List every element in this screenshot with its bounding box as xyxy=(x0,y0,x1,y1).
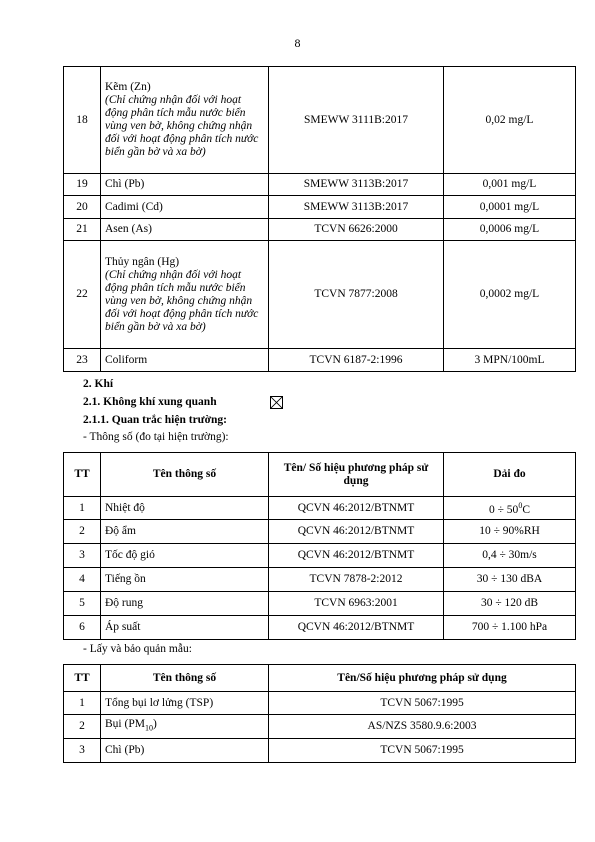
row-tt: 23 xyxy=(64,349,101,372)
method-cell: QCVN 46:2012/BTNMT xyxy=(269,544,444,568)
param-name-cell: Độ ẩm xyxy=(101,520,269,544)
param-name-cell xyxy=(101,715,269,739)
row-tt: 20 xyxy=(64,196,101,219)
range-cell: 3 MPN/100mL xyxy=(444,349,576,372)
table-row xyxy=(64,174,576,196)
table-row xyxy=(64,568,576,592)
row-tt: 3 xyxy=(64,739,101,763)
table-row xyxy=(64,219,576,241)
param-name-cell: Cadimi (Cd) xyxy=(101,196,269,219)
row-tt: 1 xyxy=(64,497,101,520)
param-name-cell: Asen (As) xyxy=(101,219,269,241)
param-name-cell: Tiếng ồn xyxy=(101,568,269,592)
page-number: 8 xyxy=(294,36,301,50)
subsection-heading: 2.1. Không khí xung quanh xyxy=(83,396,217,408)
params-intro: - Thông số (đo tại hiện trường): xyxy=(83,431,229,443)
row-tt: 21 xyxy=(64,219,101,241)
range-cell: 0,0001 mg/L xyxy=(444,196,576,219)
water-parameters-table xyxy=(63,66,576,372)
param-note: (Chỉ chứng nhận đối với hoạt động phân tích mẫu nước biển vùng ven bờ, không chứng nhận đối với hoạt động phân tích nước biển gần bờ và xa bờ) xyxy=(105,94,259,158)
range-cell: 0,4 ÷ 30m/s xyxy=(444,544,576,568)
method-cell: TCVN 5067:1995 xyxy=(269,692,576,715)
header-method: Tên/ Số hiệu phương pháp sử dụng xyxy=(269,453,444,497)
header-range: Dải đo xyxy=(444,453,576,497)
method-cell: SMEWW 3111B:2017 xyxy=(269,67,444,174)
range-suffix: C xyxy=(522,503,530,516)
table-row xyxy=(64,692,576,715)
range-cell: 700 ÷ 1.100 hPa xyxy=(444,616,576,640)
range-cell: 30 ÷ 120 dB xyxy=(444,592,576,616)
sampling-intro: - Lấy và bảo quản mẫu: xyxy=(83,643,192,655)
method-cell: TCVN 7877:2008 xyxy=(269,241,444,349)
checked-box-icon xyxy=(270,396,283,409)
table-row xyxy=(64,592,576,616)
range-cell: 0,0002 mg/L xyxy=(444,241,576,349)
param-name-cell xyxy=(101,241,269,349)
table-row xyxy=(64,616,576,640)
table-row xyxy=(64,739,576,763)
sampling-table xyxy=(63,664,576,763)
range-cell: 0,001 mg/L xyxy=(444,174,576,196)
field-parameters-table xyxy=(63,452,576,640)
param-name-cell: Tổng bụi lơ lửng (TSP) xyxy=(101,692,269,715)
method-cell: QCVN 46:2012/BTNMT xyxy=(269,616,444,640)
range-cell: 30 ÷ 130 dBA xyxy=(444,568,576,592)
header-method: Tên/Số hiệu phương pháp sử dụng xyxy=(269,665,576,692)
range-cell: 10 ÷ 90%RH xyxy=(444,520,576,544)
table-row xyxy=(64,349,576,372)
subsection-heading-2: 2.1.1. Quan trắc hiện trường: xyxy=(83,414,227,426)
param-name-suffix: ) xyxy=(152,718,157,731)
param-name-cell: Chì (Pb) xyxy=(101,174,269,196)
table-row xyxy=(64,196,576,219)
range-cell: 0,02 mg/L xyxy=(444,67,576,174)
row-tt: 19 xyxy=(64,174,101,196)
method-cell: AS/NZS 3580.9.6:2003 xyxy=(269,715,576,739)
header-tt: TT xyxy=(64,453,101,497)
param-name-cell: Coliform xyxy=(101,349,269,372)
param-note: (Chỉ chứng nhận đối với hoạt động phân tích mẫu nước biển vùng ven bờ, không chứng nhận đối với hoạt động phân tích nước biển gần bờ và xa bờ) xyxy=(105,268,259,333)
method-cell: TCVN 6187-2:1996 xyxy=(269,349,444,372)
row-tt: 2 xyxy=(64,715,101,739)
section-heading: 2. Khí xyxy=(83,378,114,390)
header-tt: TT xyxy=(64,665,101,692)
table-row xyxy=(64,67,576,174)
method-cell: TCVN 7878-2:2012 xyxy=(269,568,444,592)
row-tt: 3 xyxy=(64,544,101,568)
table-row xyxy=(64,520,576,544)
method-cell: QCVN 46:2012/BTNMT xyxy=(269,520,444,544)
range-cell: 0,0006 mg/L xyxy=(444,219,576,241)
method-cell: TCVN 6963:2001 xyxy=(269,592,444,616)
range-sup: 0 xyxy=(518,501,523,511)
range-value: 0 ÷ 50 xyxy=(489,503,519,516)
param-name-cell: Độ rung xyxy=(101,592,269,616)
param-name-cell: Tốc độ gió xyxy=(101,544,269,568)
header-name: Tên thông số xyxy=(101,453,269,497)
param-name-cell xyxy=(101,67,269,174)
row-tt: 18 xyxy=(64,67,101,174)
row-tt: 5 xyxy=(64,592,101,616)
method-cell: QCVN 46:2012/BTNMT xyxy=(269,497,444,520)
row-tt: 6 xyxy=(64,616,101,640)
param-name: Thủy ngân (Hg) xyxy=(105,255,180,268)
table-row xyxy=(64,241,576,349)
table-header-row xyxy=(64,453,576,497)
method-cell: TCVN 5067:1995 xyxy=(269,739,576,763)
method-cell: SMEWW 3113B:2017 xyxy=(269,196,444,219)
method-cell: SMEWW 3113B:2017 xyxy=(269,174,444,196)
param-name: Bụi (PM xyxy=(105,718,145,731)
row-tt: 2 xyxy=(64,520,101,544)
table-header-row xyxy=(64,665,576,692)
table-row xyxy=(64,497,576,520)
param-name-cell: Nhiệt độ xyxy=(101,497,269,520)
param-name: Kẽm (Zn) xyxy=(105,81,151,93)
range-cell xyxy=(444,497,576,520)
method-cell: TCVN 6626:2000 xyxy=(269,219,444,241)
param-name-cell: Chì (Pb) xyxy=(101,739,269,763)
table-row xyxy=(64,715,576,739)
param-name-cell: Áp suất xyxy=(101,616,269,640)
table-row xyxy=(64,544,576,568)
row-tt: 22 xyxy=(64,241,101,349)
row-tt: 4 xyxy=(64,568,101,592)
param-name-sub: 10 xyxy=(144,723,153,733)
row-tt: 1 xyxy=(64,692,101,715)
header-name: Tên thông số xyxy=(101,665,269,692)
